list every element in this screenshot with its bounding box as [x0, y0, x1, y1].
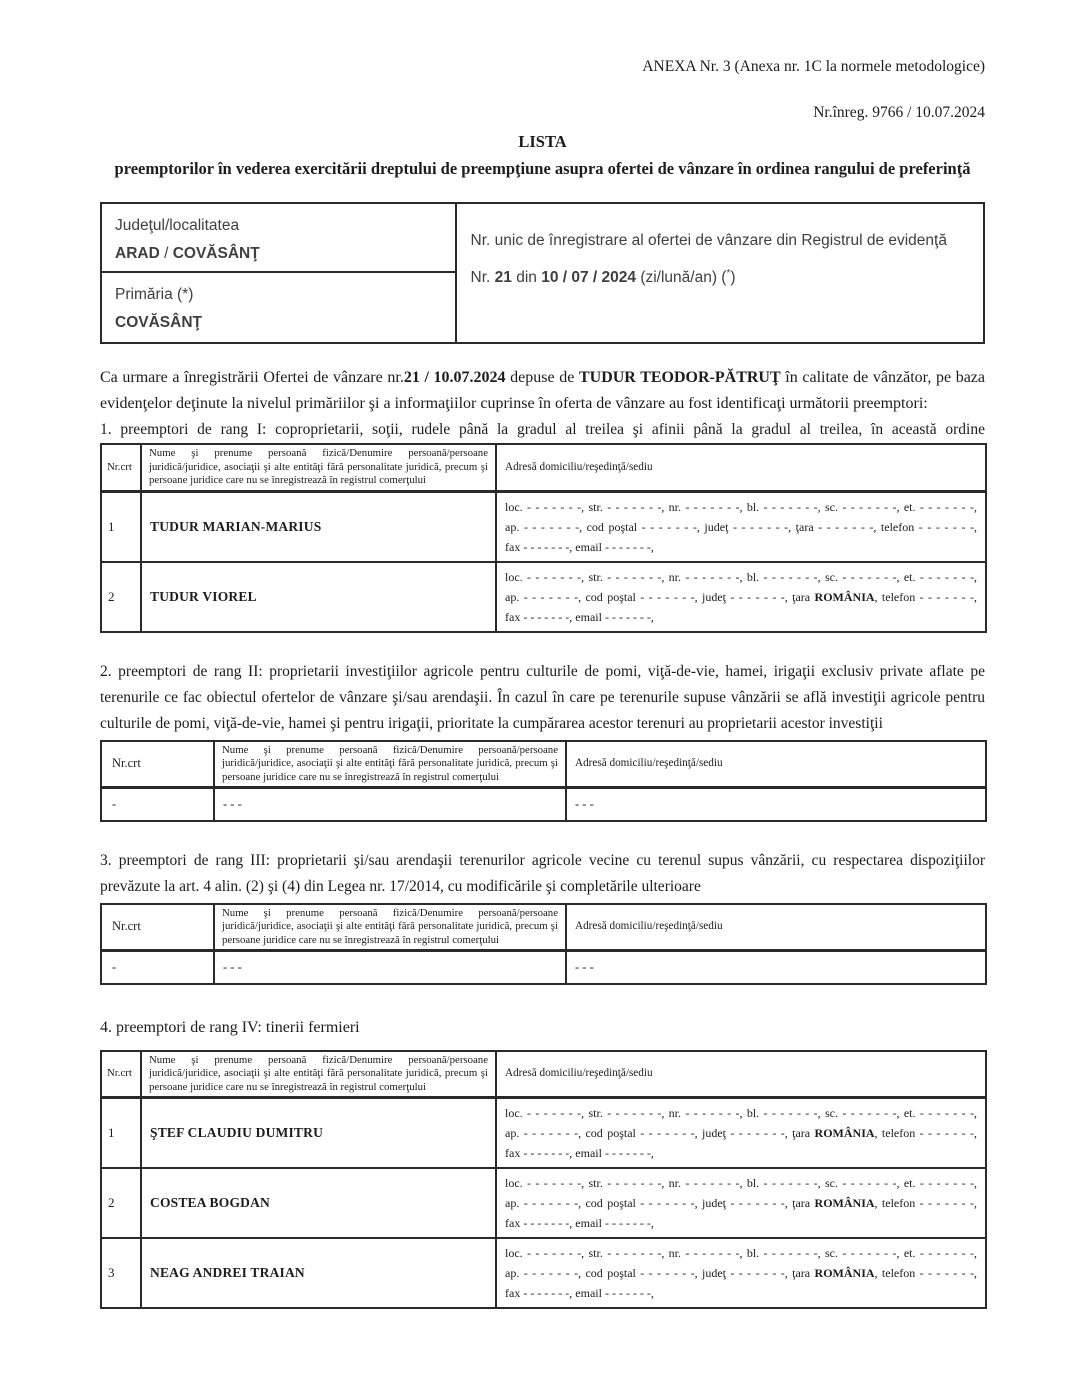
preemptor-address: - - - — [566, 951, 986, 984]
preemptor-address — [496, 1238, 986, 1308]
offer-nr-value: 21 — [494, 269, 512, 287]
address-line-2-text: ap. - - - - - - -, cod poştal - - - - - - -, judeţ - - - - - - -, ţara - - - - - - -, telefon - - - - - - -, — [505, 519, 977, 534]
offer-nr-mid: din — [511, 269, 542, 287]
primaria-cell — [102, 273, 455, 342]
row-number: 2 — [101, 1168, 141, 1238]
seller-name: TUDUR TEODOR-PĂTRUŢ — [578, 369, 781, 386]
address-line-3: fax - - - - - - -, email - - - - - - -, — [505, 1146, 654, 1160]
column-header-address: Adresă domiciliu/reşedinţă/sediu — [496, 444, 986, 491]
intro-paragraph — [100, 365, 985, 417]
anexa-note: ANEXA Nr. 3 (Anexa nr. 1C la normele metodologice) — [642, 58, 985, 75]
info-box-left-column — [102, 204, 457, 342]
table-row — [101, 562, 986, 632]
address-country: ROMÂNIA — [814, 589, 875, 604]
address-line-1: loc. - - - - - - -, str. - - - - - - -, nr. - - - - - - -, bl. - - - - - - -, sc. - - - - - - -, et. - - - - - - -, — [505, 1246, 977, 1260]
preemptors-table-rank4 — [100, 1050, 987, 1310]
preemptor-address — [496, 491, 986, 562]
address-line-2-text: ap. - - - - - - -, cod poştal - - - - - - -, judeţ - - - - - - -, ţara — [505, 1126, 815, 1140]
section-rank2-heading: 2. preemptori de rang II: proprietarii investiţiilor agricole pentru culturile de pomi, viţă-de-vie, hamei, irigaţii exclusiv private aflate pe terenurile ce fac obiectul ofertelor de vânzare şi/sau arendaşii. În cazul în care pe terenurile supuse vânzării se află investiţii agricole pentru culturile de pomi, viţă-de-vie, hamei şi pentru irigaţii, prioritate la cumpărarea acestor terenuri au proprietarii acestor investiţii — [100, 662, 985, 732]
address-line-2-tail: , telefon - - - - - - -, — [874, 1266, 977, 1280]
section-rank3-heading: 3. preemptori de rang III: proprietarii şi/sau arendaşii terenurilor agricole vecine cu terenul supus vânzării, cu respectarea dispoziţiilor prevăzute la art. 4 alin. (2) şi (4) din Legea nr. 17/2014, cu modificările şi completările ulterioare — [100, 851, 985, 895]
offer-nr-prefix: Nr. — [470, 269, 495, 287]
preemptors-table-rank1 — [100, 443, 987, 633]
section-rank4-heading: 4. preemptori de rang IV: tinerii fermieri — [100, 1018, 360, 1036]
info-box — [100, 202, 985, 344]
preemptors-table-rank3 — [100, 903, 987, 985]
preemptor-address — [496, 562, 986, 632]
table-row — [101, 491, 986, 562]
column-header-address: Adresă domiciliu/reşedinţă/sediu — [496, 1051, 986, 1098]
column-header-nr: Nr.crt — [101, 1051, 141, 1098]
address-line-1: loc. - - - - - - -, str. - - - - - - -, nr. - - - - - - -, bl. - - - - - - -, sc. - - - - - - -, et. - - - - - - -, — [505, 569, 977, 584]
row-number: - — [101, 951, 214, 984]
primaria-label: Primăria (*) — [115, 286, 194, 303]
row-number: 1 — [101, 1098, 141, 1169]
intro-text-2: depuse de — [505, 369, 579, 386]
address-line-2-tail: , telefon - - - - - - -, — [874, 1126, 977, 1140]
row-number: - — [101, 788, 214, 821]
column-header-name: Nume şi prenume persoană fizică/Denumire persoană/persoane juridică/juridice, asociaţii şi alte entităţi fără personalitate juridică, precum şi persoane juridice care nu se înregistrează în registrul comerţului — [214, 904, 566, 951]
address-line-2 — [505, 1123, 977, 1143]
table-header-row — [101, 444, 986, 491]
table-row — [101, 1238, 986, 1308]
row-number: 2 — [101, 562, 141, 632]
address-line-3: fax - - - - - - -, email - - - - - - -, — [505, 1286, 654, 1300]
address-line-2-tail: , telefon - - - - - - -, — [874, 589, 977, 604]
county-label: Judeţul/localitatea — [115, 217, 240, 234]
registration-number: Nr.înreg. 9766 / 10.07.2024 — [813, 104, 985, 121]
section-rank1-heading: 1. preemptori de rang I: coproprietarii, soţii, rudele până la gradul al treilea şi afinii până la gradul al treilea, în această ordine — [100, 421, 985, 438]
preemptor-name: - - - — [214, 788, 566, 821]
row-number: 3 — [101, 1238, 141, 1308]
offer-date-format-note: (zi/lună/an) ( — [636, 269, 727, 287]
preemptor-address — [496, 1168, 986, 1238]
address-country: ROMÂNIA — [814, 1266, 875, 1280]
column-header-name: Nume şi prenume persoană fizică/Denumire persoană/persoane juridică/juridice, asociaţii şi alte entităţi fără personalitate juridică, precum şi persoane juridice care nu se înregistrează în registrul comerţului — [141, 444, 496, 491]
address-line-2-tail: , telefon - - - - - - -, — [874, 1196, 977, 1210]
table-row — [101, 1168, 986, 1238]
page-title: LISTA — [518, 132, 567, 151]
column-header-address: Adresă domiciliu/reşedinţă/sediu — [566, 741, 986, 788]
preemptor-name: TUDUR VIOREL — [141, 562, 496, 632]
address-line-1: loc. - - - - - - -, str. - - - - - - -, nr. - - - - - - -, bl. - - - - - - -, sc. - - - - - - -, et. - - - - - - -, — [505, 499, 977, 514]
table-row — [101, 951, 986, 984]
preemptor-name: TUDUR MARIAN-MARIUS — [141, 491, 496, 562]
column-header-nr: Nr.crt — [101, 444, 141, 491]
county-cell — [102, 204, 455, 273]
address-line-2 — [505, 587, 977, 607]
column-header-name: Nume şi prenume persoană fizică/Denumire persoană/persoane juridică/juridice, asociaţii şi alte entităţi fără personalitate juridică, precum şi persoane juridice care nu se înregistrează în registrul comerţului — [214, 741, 566, 788]
offer-registration-cell — [457, 204, 983, 342]
table-row — [101, 1098, 986, 1169]
preemptor-name: - - - — [214, 951, 566, 984]
address-line-2-text: ap. - - - - - - -, cod poştal - - - - - - -, judeţ - - - - - - -, ţara — [505, 1196, 815, 1210]
column-header-name: Nume şi prenume persoană fizică/Denumire persoană/persoane juridică/juridice, asociaţii şi alte entităţi fără personalitate juridică, precum şi persoane juridice care nu se înregistrează în registrul comerţului — [141, 1051, 496, 1098]
column-header-nr: Nr.crt — [101, 904, 214, 951]
address-line-3: fax - - - - - - -, email - - - - - - -, — [505, 1216, 654, 1230]
page-subtitle: preemptorilor în vederea exercitării dreptului de preempţiune asupra ofertei de vânzare în ordinea rangului de preferinţă — [114, 159, 971, 178]
address-line-3: fax - - - - - - -, email - - - - - - -, — [505, 609, 654, 624]
column-header-address: Adresă domiciliu/reşedinţă/sediu — [566, 904, 986, 951]
address-line-3: fax - - - - - - -, email - - - - - - -, — [505, 539, 654, 554]
intro-text-1: Ca urmare a înregistrării Ofertei de vânzare nr. — [100, 369, 404, 386]
offer-reg-text: Nr. unic de înregistrare al ofertei de vânzare din Registrul de evidenţă — [470, 232, 947, 249]
primaria-value: COVĂSÂNŢ — [115, 314, 202, 331]
address-line-1: loc. - - - - - - -, str. - - - - - - -, nr. - - - - - - -, bl. - - - - - - -, sc. - - - - - - -, et. - - - - - - -, — [505, 1176, 977, 1190]
table-row — [101, 788, 986, 821]
preemptor-name: COSTEA BOGDAN — [141, 1168, 496, 1238]
table-header-row — [101, 1051, 986, 1098]
address-line-1: loc. - - - - - - -, str. - - - - - - -, nr. - - - - - - -, bl. - - - - - - -, sc. - - - - - - -, et. - - - - - - -, — [505, 1106, 977, 1120]
address-line-2-text: ap. - - - - - - -, cod poştal - - - - - - -, judeţ - - - - - - -, ţara — [505, 589, 815, 604]
column-header-nr: Nr.crt — [101, 741, 214, 788]
preemptors-table-rank2 — [100, 740, 987, 822]
row-number: 1 — [101, 491, 141, 562]
county-name: ARAD — [115, 245, 160, 262]
footnote-asterisk: * — [726, 268, 731, 279]
offer-nr-close-paren: ) — [730, 269, 736, 287]
address-country: ROMÂNIA — [814, 1196, 875, 1210]
preemptor-address: - - - — [566, 788, 986, 821]
locality-name: COVĂSÂNŢ — [172, 245, 260, 262]
offer-reg-number — [471, 258, 969, 293]
preemptor-name: NEAG ANDREI TRAIAN — [141, 1238, 496, 1308]
offer-number-bold: 21 / 10.07.2024 — [403, 369, 506, 386]
address-line-2 — [505, 1193, 977, 1213]
table-header-row — [101, 904, 986, 951]
address-country: ROMÂNIA — [814, 1126, 875, 1140]
preemptor-address — [496, 1098, 986, 1169]
address-line-2 — [505, 517, 977, 537]
offer-date-value: 10 / 07 / 2024 — [541, 269, 637, 287]
address-line-2-text: ap. - - - - - - -, cod poştal - - - - - - -, judeţ - - - - - - -, ţara — [505, 1266, 815, 1280]
table-header-row — [101, 741, 986, 788]
county-separator: / — [159, 245, 173, 262]
address-line-2 — [505, 1263, 977, 1283]
intro-text-3: în calitate de vânzător, pe baza evidenţelor deţinute la nivelul primăriilor şi a informaţiilor cuprinse în oferta de vânzare au fost identificaţi următorii preemptori: — [100, 369, 986, 412]
county-value — [115, 240, 442, 268]
preemptor-name: ŞTEF CLAUDIU DUMITRU — [141, 1098, 496, 1169]
